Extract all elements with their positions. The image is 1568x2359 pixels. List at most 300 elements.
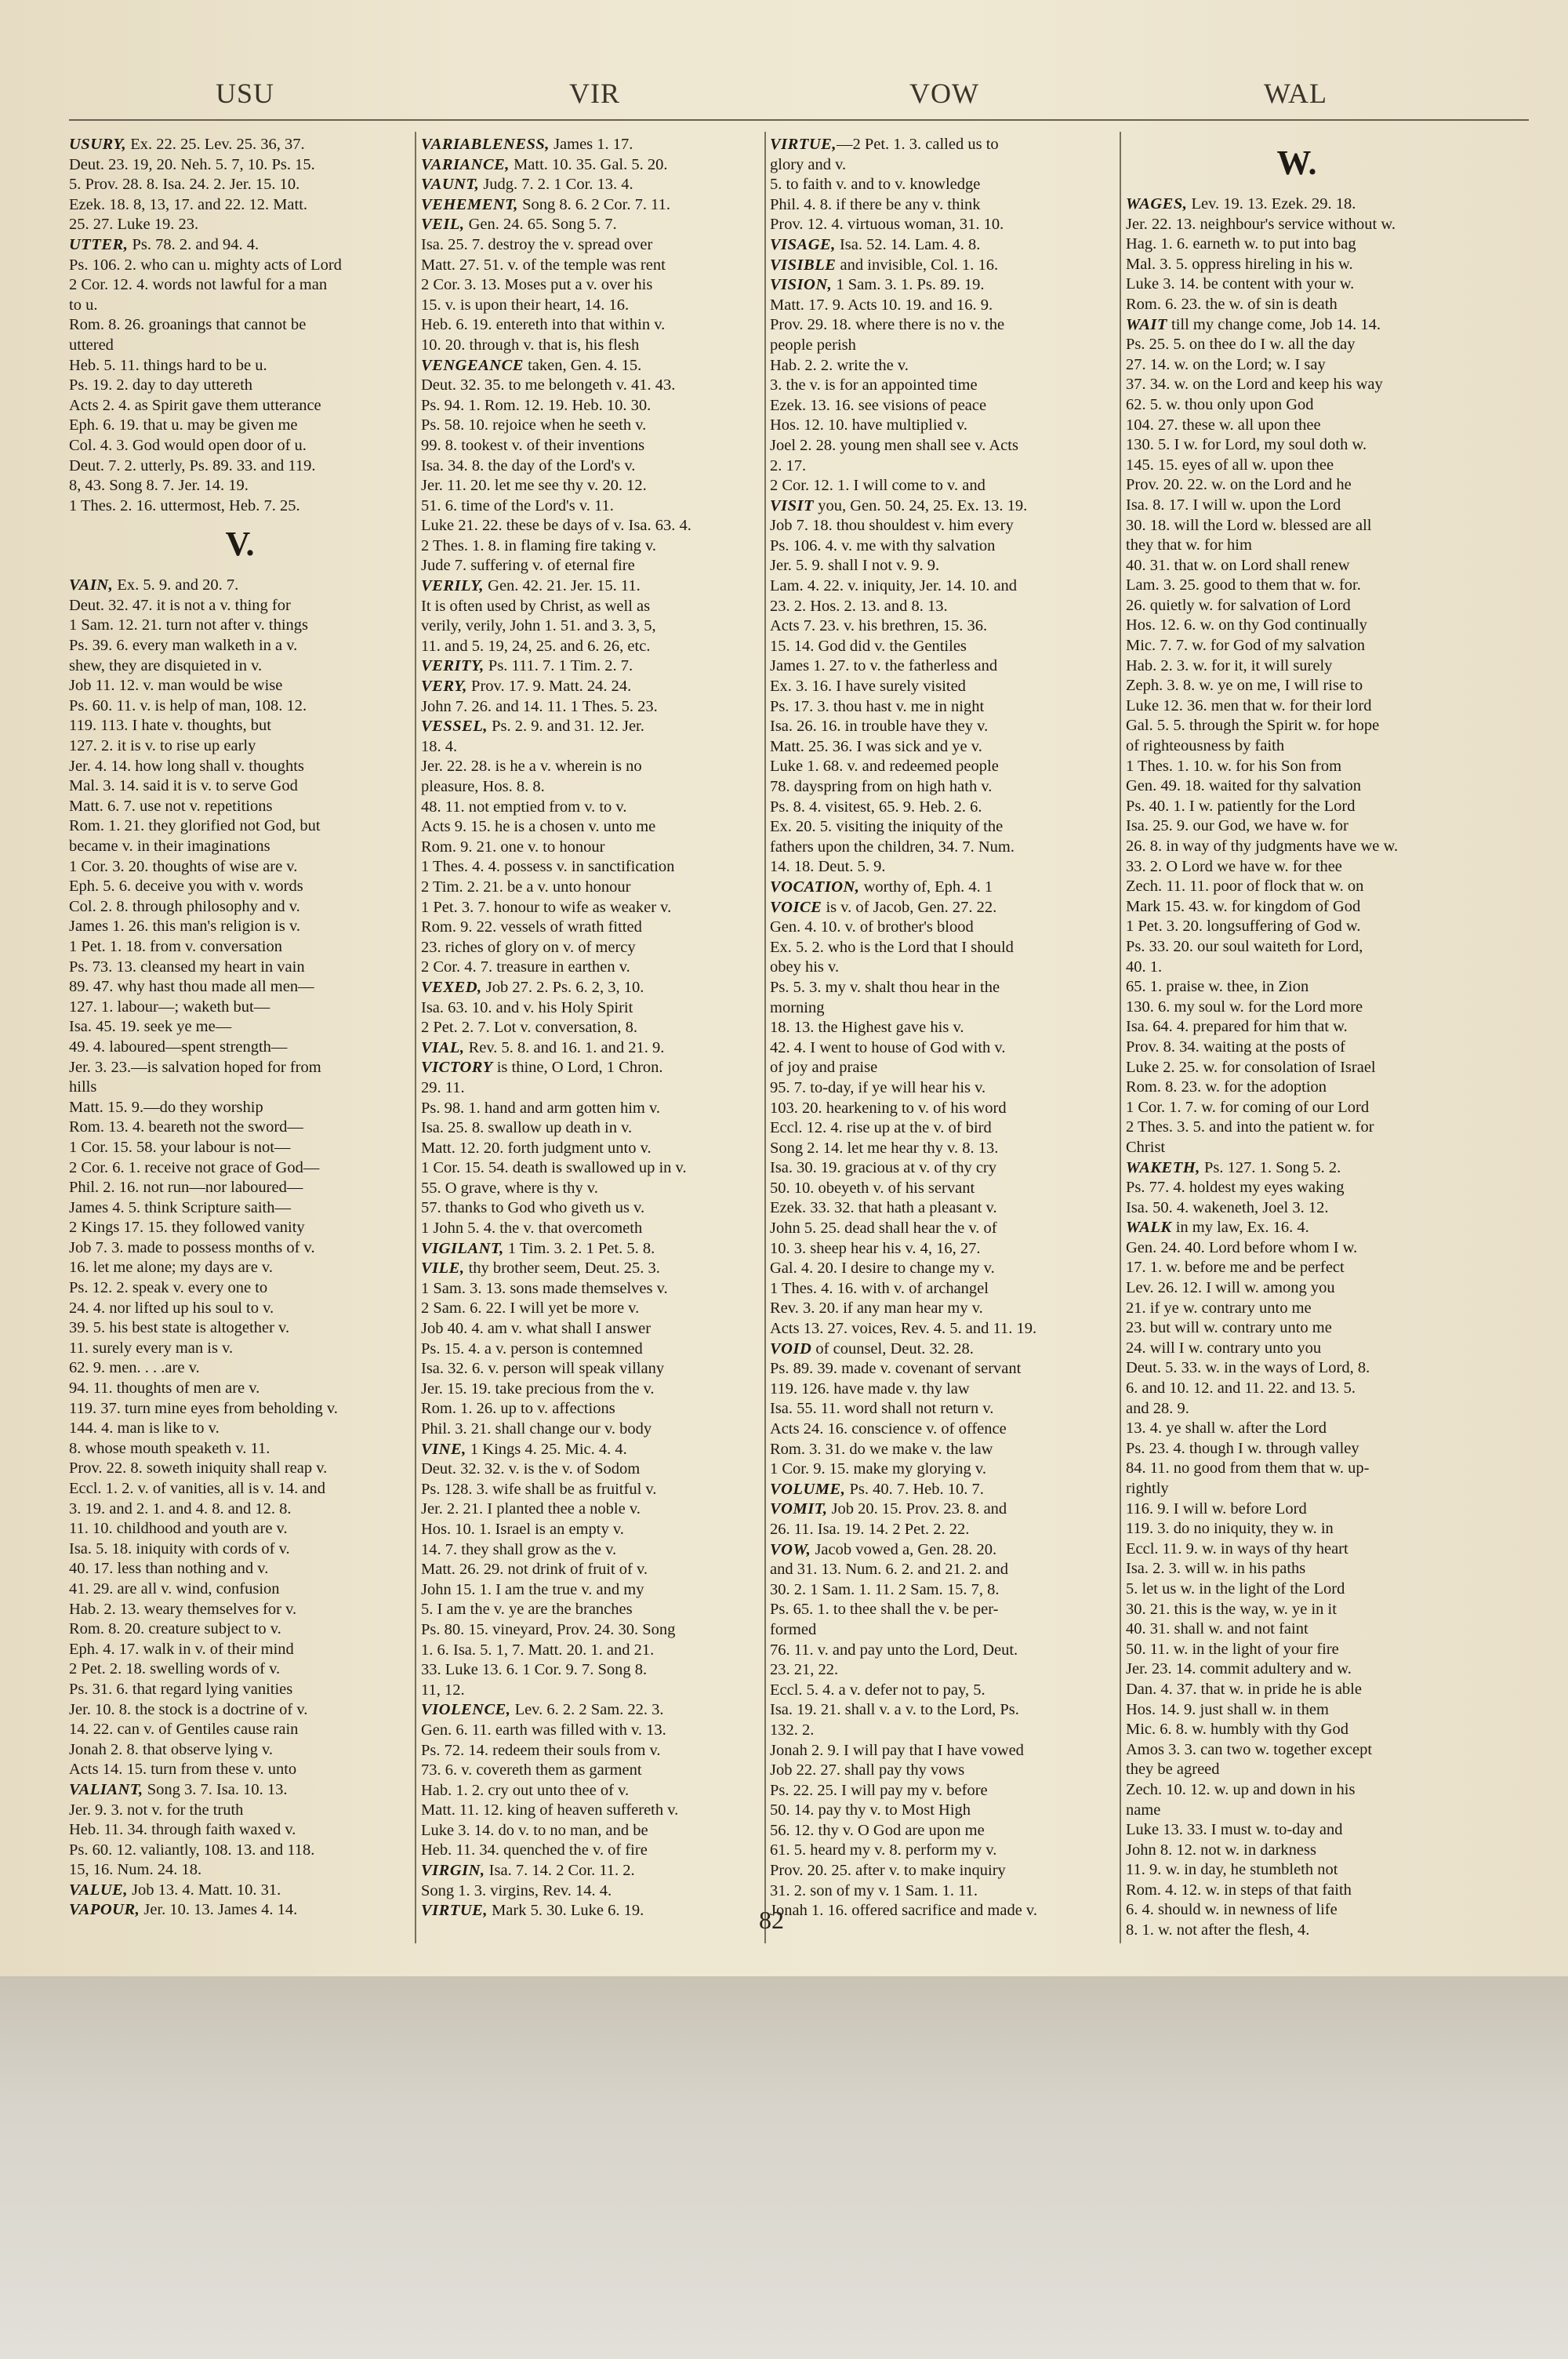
reference-text: Eccl. 11. 9. w. in ways of thy heart — [1126, 1539, 1348, 1558]
reference-text: 8. 1. w. not after the flesh, 4. — [1126, 1921, 1310, 1939]
reference-text: Ps. 60. 12. valiantly, 108. 13. and 118. — [69, 1841, 315, 1859]
concordance-line — [770, 315, 1112, 336]
running-headers — [0, 77, 1568, 116]
concordance-line — [421, 436, 763, 456]
concordance-line — [770, 1841, 1112, 1861]
reference-text: 95. 7. to-day, if ye will hear his v. — [770, 1078, 986, 1096]
reference-text: Luke 3. 14. do v. to no man, and be — [421, 1821, 648, 1839]
reference-text: Phil. 4. 8. if there be any v. think — [770, 195, 981, 213]
concordance-line — [69, 1680, 411, 1700]
reference-text: 8. whose mouth speaketh v. 11. — [69, 1439, 270, 1457]
concordance-line — [770, 1861, 1112, 1881]
concordance-line — [770, 838, 1112, 858]
concordance-line — [69, 1358, 411, 1379]
reference-text: 119. 37. turn mine eyes from beholding v. — [69, 1399, 338, 1417]
reference-text: Ps. 127. 1. Song 5. 2. — [1200, 1158, 1341, 1176]
concordance-line — [69, 897, 411, 918]
reference-text: Christ — [1126, 1138, 1166, 1156]
concordance-line — [770, 1560, 1112, 1580]
concordance-line — [770, 235, 1112, 256]
reference-text: Matt. 15. 9.—do they worship — [69, 1098, 263, 1116]
text-column-1 — [69, 135, 411, 1939]
concordance-line — [421, 1239, 763, 1259]
concordance-line — [770, 476, 1112, 496]
reference-text: 17. 1. w. before me and be perfect — [1126, 1259, 1345, 1277]
concordance-line — [421, 195, 763, 216]
concordance-line — [1126, 576, 1468, 596]
concordance-line — [69, 336, 411, 356]
reference-text: Ps. 23. 4. though I w. through valley — [1126, 1439, 1359, 1457]
reference-text: 119. 126. have made v. thy law — [770, 1379, 970, 1398]
concordance-line — [770, 898, 1112, 918]
concordance-line — [1126, 1600, 1468, 1620]
concordance-line — [770, 1259, 1112, 1279]
reference-text: 39. 5. his best state is altogether v. — [69, 1319, 290, 1337]
concordance-line — [1126, 1740, 1468, 1761]
reference-text: Eph. 4. 17. walk in v. of their mind — [69, 1640, 294, 1658]
reference-text: Hab. 2. 2. write the v. — [770, 356, 909, 374]
reference-text: 14. 18. Deut. 5. 9. — [770, 858, 886, 876]
headword: VIRTUE, — [770, 136, 837, 153]
reference-text: Zeph. 3. 8. w. ye on me, I will rise to — [1126, 677, 1363, 695]
reference-text: 23. 21, 22. — [770, 1661, 839, 1679]
reference-text: Matt. 11. 12. king of heaven suffereth v. — [421, 1801, 679, 1819]
concordance-line — [1126, 1178, 1468, 1198]
reference-text: Mal. 3. 14. said it is v. to serve God — [69, 777, 298, 795]
reference-text: Matt. 10. 35. Gal. 5. 20. — [509, 155, 668, 173]
concordance-line — [770, 456, 1112, 477]
concordance-line — [770, 1660, 1112, 1681]
concordance-line — [1126, 215, 1468, 235]
concordance-line — [1126, 1017, 1468, 1038]
concordance-line — [1126, 1278, 1468, 1299]
concordance-line — [69, 436, 411, 456]
reference-text: 130. 6. my soul w. for the Lord more — [1126, 998, 1363, 1016]
concordance-line — [421, 978, 763, 998]
reference-text: Isa. 63. 10. and v. his Holy Spirit — [421, 998, 633, 1016]
concordance-line — [69, 1379, 411, 1399]
concordance-line — [69, 155, 411, 176]
reference-text: 1 John 5. 4. the v. that overcometh — [421, 1219, 643, 1238]
concordance-line — [69, 275, 411, 296]
reference-text: 2 Pet. 2. 7. Lot v. conversation, 8. — [421, 1019, 637, 1037]
reference-text: 78. dayspring from on high hath v. — [770, 778, 993, 795]
reference-text: Song 3. 7. Isa. 10. 13. — [143, 1780, 288, 1798]
headword: VISIT — [770, 496, 815, 514]
reference-text: 94. 11. thoughts of men are v. — [69, 1379, 260, 1398]
concordance-line — [421, 1681, 763, 1701]
concordance-line — [421, 817, 763, 838]
reference-text: Isa. 25. 8. swallow up death in v. — [421, 1119, 633, 1137]
concordance-line — [421, 1600, 763, 1620]
reference-text: Gal. 5. 5. through the Spirit w. for hope — [1126, 717, 1380, 735]
concordance-line — [69, 1339, 411, 1359]
concordance-line — [1126, 1299, 1468, 1319]
concordance-line — [1126, 1078, 1468, 1098]
reference-text: Acts 2. 4. as Spirit gave them utterance — [69, 396, 321, 414]
concordance-line — [770, 376, 1112, 396]
concordance-line — [1126, 1801, 1468, 1821]
reference-text: Deut. 5. 33. w. in the ways of Lord, 8. — [1126, 1359, 1370, 1377]
reference-text: 10. 20. through v. that is, his flesh — [421, 336, 640, 354]
reference-text: verily, verily, John 1. 51. and 3. 3, 5, — [421, 617, 656, 635]
reference-text: Ps. 111. 7. 1 Tim. 2. 7. — [484, 657, 633, 675]
concordance-line — [421, 1881, 763, 1902]
concordance-line — [421, 336, 763, 356]
reference-text: 11. and 5. 19, 24, 25. and 6. 26, etc. — [421, 637, 651, 655]
concordance-line — [421, 918, 763, 938]
reference-text: Deut. 7. 2. utterly, Ps. 89. 33. and 119. — [69, 456, 316, 474]
reference-text: Ps. 39. 6. every man walketh in a v. — [69, 637, 298, 655]
reference-text: 55. O grave, where is thy v. — [421, 1179, 598, 1197]
reference-text: 23. but will w. contrary unto me — [1126, 1319, 1332, 1337]
concordance-line — [69, 958, 411, 978]
reference-text: 65. 1. praise w. thee, in Zion — [1126, 978, 1309, 996]
reference-text: 18. 4. — [421, 737, 458, 755]
reference-text: Hos. 10. 1. Israel is an empty v. — [421, 1520, 624, 1538]
reference-text: 31. 2. son of my v. 1 Sam. 1. 11. — [770, 1881, 978, 1899]
concordance-line — [1126, 1218, 1468, 1238]
reference-text: Ps. 15. 4. a v. person is contemned — [421, 1339, 643, 1358]
reference-text: Eccl. 12. 4. rise up at the v. of bird — [770, 1119, 992, 1137]
concordance-line — [770, 817, 1112, 838]
reference-text: Ps. 65. 1. to thee shall the v. be per- — [770, 1601, 999, 1619]
reference-text: Isa. 5. 18. iniquity with cords of v. — [69, 1539, 290, 1558]
reference-text: Hos. 14. 9. just shall w. in them — [1126, 1700, 1329, 1718]
concordance-line — [1126, 496, 1468, 516]
headword: VISAGE, — [770, 235, 836, 253]
reference-text: Acts 14. 15. turn from these v. unto — [69, 1761, 297, 1779]
concordance-line — [1126, 998, 1468, 1018]
concordance-line — [770, 1139, 1112, 1159]
concordance-line — [69, 1278, 411, 1299]
concordance-line — [1126, 194, 1468, 215]
reference-text: 37. 34. w. on the Lord and keep his way — [1126, 376, 1383, 394]
reference-text: 6. 4. should w. in newness of life — [1126, 1901, 1338, 1919]
reference-text: Prov. 17. 9. Matt. 24. 24. — [466, 678, 632, 696]
reference-text: Prov. 20. 22. w. on the Lord and he — [1126, 476, 1352, 494]
concordance-line — [770, 336, 1112, 356]
reference-text: 40. 31. shall w. and not faint — [1126, 1620, 1308, 1638]
concordance-line — [421, 1480, 763, 1500]
concordance-line — [421, 1641, 763, 1661]
reference-text: 104. 27. these w. all upon thee — [1126, 416, 1321, 434]
concordance-line — [1126, 1238, 1468, 1259]
reference-text: 24. 4. nor lifted up his soul to v. — [69, 1299, 274, 1317]
concordance-line — [770, 396, 1112, 416]
reference-text: Gen. 49. 18. waited for thy salvation — [1126, 777, 1362, 795]
concordance-line — [421, 1781, 763, 1801]
reference-text: Ps. 22. 25. I will pay my v. before — [770, 1781, 988, 1799]
concordance-line — [770, 1721, 1112, 1741]
concordance-line — [421, 296, 763, 316]
concordance-line — [1126, 816, 1468, 837]
reference-text: 2 Cor. 3. 13. Moses put a v. over his — [421, 276, 653, 294]
running-header-4: WAL — [1264, 78, 1327, 109]
reference-text: Matt. 26. 29. not drink of fruit of v. — [421, 1561, 648, 1579]
concordance-line — [770, 1440, 1112, 1460]
concordance-line — [1126, 1419, 1468, 1439]
reference-text: Ps. 106. 4. v. me with thy salvation — [770, 536, 996, 554]
concordance-line — [770, 356, 1112, 376]
headword: VIRGIN, — [421, 1862, 485, 1880]
headword: VILE, — [421, 1259, 465, 1278]
concordance-line — [69, 356, 411, 376]
concordance-line — [1126, 1860, 1468, 1881]
concordance-line — [770, 1499, 1112, 1520]
reference-text: 26. 11. Isa. 19. 14. 2 Pet. 2. 22. — [770, 1520, 970, 1538]
concordance-line — [69, 376, 411, 396]
concordance-line — [421, 135, 763, 155]
headword: VEIL, — [421, 216, 465, 234]
reference-text: 33. Luke 13. 6. 1 Cor. 9. 7. Song 8. — [421, 1661, 648, 1679]
reference-text: 40. 17. less than nothing and v. — [69, 1560, 269, 1578]
concordance-line — [421, 396, 763, 416]
concordance-line — [770, 175, 1112, 195]
reference-text: Jer. 11. 20. let me see thy v. 20. 12. — [421, 477, 647, 495]
concordance-line — [421, 496, 763, 517]
reference-text: Ex. 3. 16. I have surely visited — [770, 678, 966, 696]
concordance-line — [421, 1660, 763, 1681]
reference-text: Matt. 27. 51. v. of the temple was rent — [421, 256, 666, 274]
concordance-line — [69, 1058, 411, 1078]
concordance-line — [1126, 435, 1468, 456]
reference-text: Jer. 2. 21. I planted thee a noble v. — [421, 1500, 641, 1518]
concordance-line — [421, 938, 763, 958]
reference-text: 29. 11. — [421, 1078, 465, 1096]
concordance-line — [770, 1319, 1112, 1339]
headword: VERITY, — [421, 657, 485, 675]
reference-text: 84. 11. no good from them that w. up- — [1126, 1459, 1370, 1478]
reference-text: fathers upon the children, 34. 7. Num. — [770, 838, 1014, 856]
reference-text: Gal. 4. 20. I desire to change my v. — [770, 1259, 995, 1278]
concordance-line — [770, 1901, 1112, 1921]
concordance-line — [1126, 616, 1468, 636]
reference-text: John 15. 1. I am the true v. and my — [421, 1580, 644, 1598]
section-letter: W. — [1276, 144, 1317, 182]
headword: VEHEMENT, — [421, 195, 518, 213]
reference-text: thy brother seem, Deut. 25. 3. — [464, 1259, 660, 1278]
reference-text: John 7. 26. and 14. 11. 1 Thes. 5. 23. — [421, 697, 658, 715]
concordance-line — [69, 1881, 411, 1901]
reference-text: It is often used by Christ, as well as — [421, 597, 651, 615]
concordance-line — [770, 1700, 1112, 1721]
reference-text: Mark 5. 30. Luke 6. 19. — [487, 1902, 644, 1920]
reference-text: people perish — [770, 336, 856, 354]
reference-text: 103. 20. hearkening to v. of his word — [770, 1099, 1007, 1117]
concordance-line — [69, 776, 411, 797]
concordance-line — [1126, 1640, 1468, 1660]
concordance-line — [770, 1118, 1112, 1139]
headword: VAIN, — [69, 576, 114, 594]
concordance-line — [69, 636, 411, 656]
reference-text: you, Gen. 50. 24, 25. Ex. 13. 19. — [814, 496, 1028, 514]
reference-text: 1 Pet. 3. 7. honour to wife as weaker v. — [421, 898, 672, 916]
reference-text: they that w. for him — [1126, 536, 1252, 554]
reference-text: 1 Pet. 3. 20. longsuffering of God w. — [1126, 918, 1361, 936]
concordance-line — [421, 958, 763, 978]
reference-text: 2 Cor. 4. 7. treasure in earthen v. — [421, 958, 630, 976]
reference-text: Ezek. 18. 8, 13, 17. and 22. 12. Matt. — [69, 195, 308, 213]
concordance-line — [770, 1641, 1112, 1661]
concordance-line — [421, 798, 763, 818]
reference-text: 2 Cor. 12. 4. words not lawful for a man — [69, 276, 328, 294]
concordance-line — [1126, 1619, 1468, 1640]
reference-text: 57. thanks to God who giveth us v. — [421, 1199, 645, 1217]
page-number: 82 — [759, 1906, 784, 1934]
concordance-line — [69, 456, 411, 477]
reference-text: Col. 4. 3. God would open door of u. — [69, 436, 307, 454]
reference-text: 5. to faith v. and to v. knowledge — [770, 176, 981, 194]
concordance-line — [1126, 416, 1468, 436]
concordance-line — [1126, 1358, 1468, 1379]
concordance-line — [770, 1359, 1112, 1379]
concordance-line — [421, 516, 763, 536]
reference-text: 2 Cor. 6. 1. receive not grace of God— — [69, 1158, 320, 1176]
text-column-2 — [421, 135, 763, 1939]
reference-text: 6. and 10. 12. and 11. 22. and 13. 5. — [1126, 1379, 1356, 1398]
concordance-line — [770, 1339, 1112, 1360]
concordance-line — [770, 576, 1112, 597]
concordance-line — [421, 1198, 763, 1219]
concordance-line — [69, 696, 411, 717]
concordance-line — [69, 1218, 411, 1238]
reference-text: —2 Pet. 1. 3. called us to — [836, 136, 999, 153]
concordance-line — [1126, 977, 1468, 998]
headword: WAIT — [1126, 315, 1167, 333]
reference-text: Jonah 1. 16. offered sacrifice and made v. — [770, 1902, 1037, 1920]
concordance-line — [1126, 1700, 1468, 1721]
reference-text: Mark 15. 43. w. for kingdom of God — [1126, 897, 1361, 915]
concordance-line — [770, 737, 1112, 758]
concordance-line — [421, 576, 763, 597]
concordance-line — [1126, 696, 1468, 717]
concordance-line — [69, 1198, 411, 1219]
reference-text: Isa. 8. 17. I will w. upon the Lord — [1126, 496, 1341, 514]
concordance-line — [1126, 917, 1468, 937]
concordance-line — [770, 597, 1112, 617]
reference-text: Ps. 98. 1. hand and arm gotten him v. — [421, 1099, 660, 1117]
concordance-line — [770, 1158, 1112, 1179]
concordance-line — [770, 1379, 1112, 1400]
concordance-line — [421, 1279, 763, 1299]
concordance-line — [1126, 636, 1468, 656]
reference-text: 11. 10. childhood and youth are v. — [69, 1520, 288, 1538]
reference-text: Heb. 5. 11. things hard to be u. — [69, 356, 267, 374]
reference-text: 50. 10. obeyeth v. of his servant — [770, 1179, 975, 1197]
concordance-line — [770, 878, 1112, 898]
concordance-line — [421, 637, 763, 657]
reference-text: 33. 2. O Lord we have w. for thee — [1126, 857, 1342, 875]
reference-text: Deut. 32. 35. to me belongeth v. 41. 43. — [421, 376, 676, 394]
reference-text: Rom. 4. 12. w. in steps of that faith — [1126, 1881, 1352, 1899]
concordance-line — [1126, 1539, 1468, 1560]
reference-text: Job 20. 15. Prov. 23. 8. and — [827, 1500, 1007, 1518]
concordance-line — [770, 757, 1112, 777]
reference-text: Ps. 33. 20. our soul waiteth for Lord, — [1126, 937, 1363, 955]
concordance-line — [770, 1761, 1112, 1781]
concordance-line — [69, 656, 411, 677]
concordance-line — [69, 616, 411, 636]
reference-text: 73. 6. v. covereth them as garment — [421, 1761, 642, 1779]
reference-text: 13. 4. ye shall w. after the Lord — [1126, 1419, 1327, 1438]
reference-text: Dan. 4. 37. that w. in pride he is able — [1126, 1680, 1362, 1698]
headword: VIRTUE, — [421, 1902, 488, 1920]
concordance-line — [1126, 1258, 1468, 1278]
reference-text: Luke 21. 22. these be days of v. Isa. 63. 4. — [421, 517, 691, 535]
reference-text: to u. — [69, 296, 98, 314]
concordance-line — [69, 1780, 411, 1801]
concordance-line — [1126, 877, 1468, 897]
headword: VARIANCE, — [421, 155, 510, 173]
reference-text: 2 Cor. 12. 1. I will come to v. and — [770, 477, 985, 495]
concordance-line — [69, 1017, 411, 1038]
reference-text: Prov. 29. 18. where there is no v. the — [770, 316, 1005, 334]
concordance-line — [69, 1720, 411, 1740]
concordance-line — [770, 717, 1112, 737]
reference-text: Job 27. 2. Ps. 6. 2, 3, 10. — [481, 978, 644, 996]
reference-text: formed — [770, 1620, 817, 1638]
concordance-line — [770, 496, 1112, 517]
concordance-line — [421, 235, 763, 256]
text-column-4 — [1126, 135, 1468, 1939]
reference-text: Rev. 3. 20. if any man hear my v. — [770, 1299, 983, 1318]
headword: VALIANT, — [69, 1780, 143, 1798]
concordance-line — [1126, 1499, 1468, 1520]
concordance-line — [69, 1841, 411, 1861]
reference-text: 1 Sam. 3. 13. sons made themselves v. — [421, 1279, 668, 1297]
concordance-line — [69, 1740, 411, 1761]
concordance-line — [421, 1861, 763, 1881]
concordance-line — [421, 1821, 763, 1841]
reference-text: 76. 11. v. and pay unto the Lord, Deut. — [770, 1641, 1018, 1659]
reference-text: Rom. 13. 4. beareth not the sword— — [69, 1118, 303, 1136]
reference-text: 2 Thes. 3. 5. and into the patient w. for — [1126, 1118, 1374, 1136]
concordance-line — [421, 1580, 763, 1601]
concordance-line — [770, 1480, 1112, 1500]
concordance-line — [1126, 516, 1468, 536]
concordance-line — [69, 877, 411, 897]
concordance-line — [421, 1078, 763, 1099]
reference-text: till my change come, Job 14. 14. — [1167, 315, 1381, 333]
reference-text: Amos 3. 3. can two w. together except — [1126, 1740, 1373, 1758]
reference-text: 2 Sam. 6. 22. I will yet be more v. — [421, 1299, 640, 1318]
reference-text: Eccl. 5. 4. a v. defer not to pay, 5. — [770, 1681, 985, 1699]
concordance-line — [1126, 1459, 1468, 1479]
concordance-line — [770, 1821, 1112, 1841]
headword: VEXED, — [421, 978, 482, 996]
reference-text: morning — [770, 998, 825, 1016]
concordance-line — [69, 1078, 411, 1098]
concordance-line — [421, 1721, 763, 1741]
reference-text: Jer. 22. 28. is he a v. wherein is no — [421, 758, 642, 776]
concordance-line — [1126, 797, 1468, 817]
concordance-line — [770, 1741, 1112, 1761]
concordance-line — [1126, 475, 1468, 496]
concordance-line — [69, 195, 411, 216]
concordance-line — [770, 1459, 1112, 1480]
reference-text: Job 22. 27. shall pay thy vows — [770, 1761, 965, 1779]
reference-text: Isa. 64. 4. prepared for him that w. — [1126, 1018, 1348, 1036]
concordance-line — [69, 1178, 411, 1198]
reference-text: Hab. 2. 3. w. for it, it will surely — [1126, 656, 1333, 674]
reference-text: Hab. 1. 2. cry out unto thee of v. — [421, 1781, 630, 1799]
concordance-line — [770, 1099, 1112, 1119]
reference-text: Jer. 9. 3. not v. for the truth — [69, 1801, 244, 1819]
reference-text: 61. 5. heard my v. 8. perform my v. — [770, 1841, 997, 1859]
reference-text: 1 Thes. 1. 10. w. for his Son from — [1126, 757, 1342, 775]
concordance-line — [1126, 757, 1468, 777]
